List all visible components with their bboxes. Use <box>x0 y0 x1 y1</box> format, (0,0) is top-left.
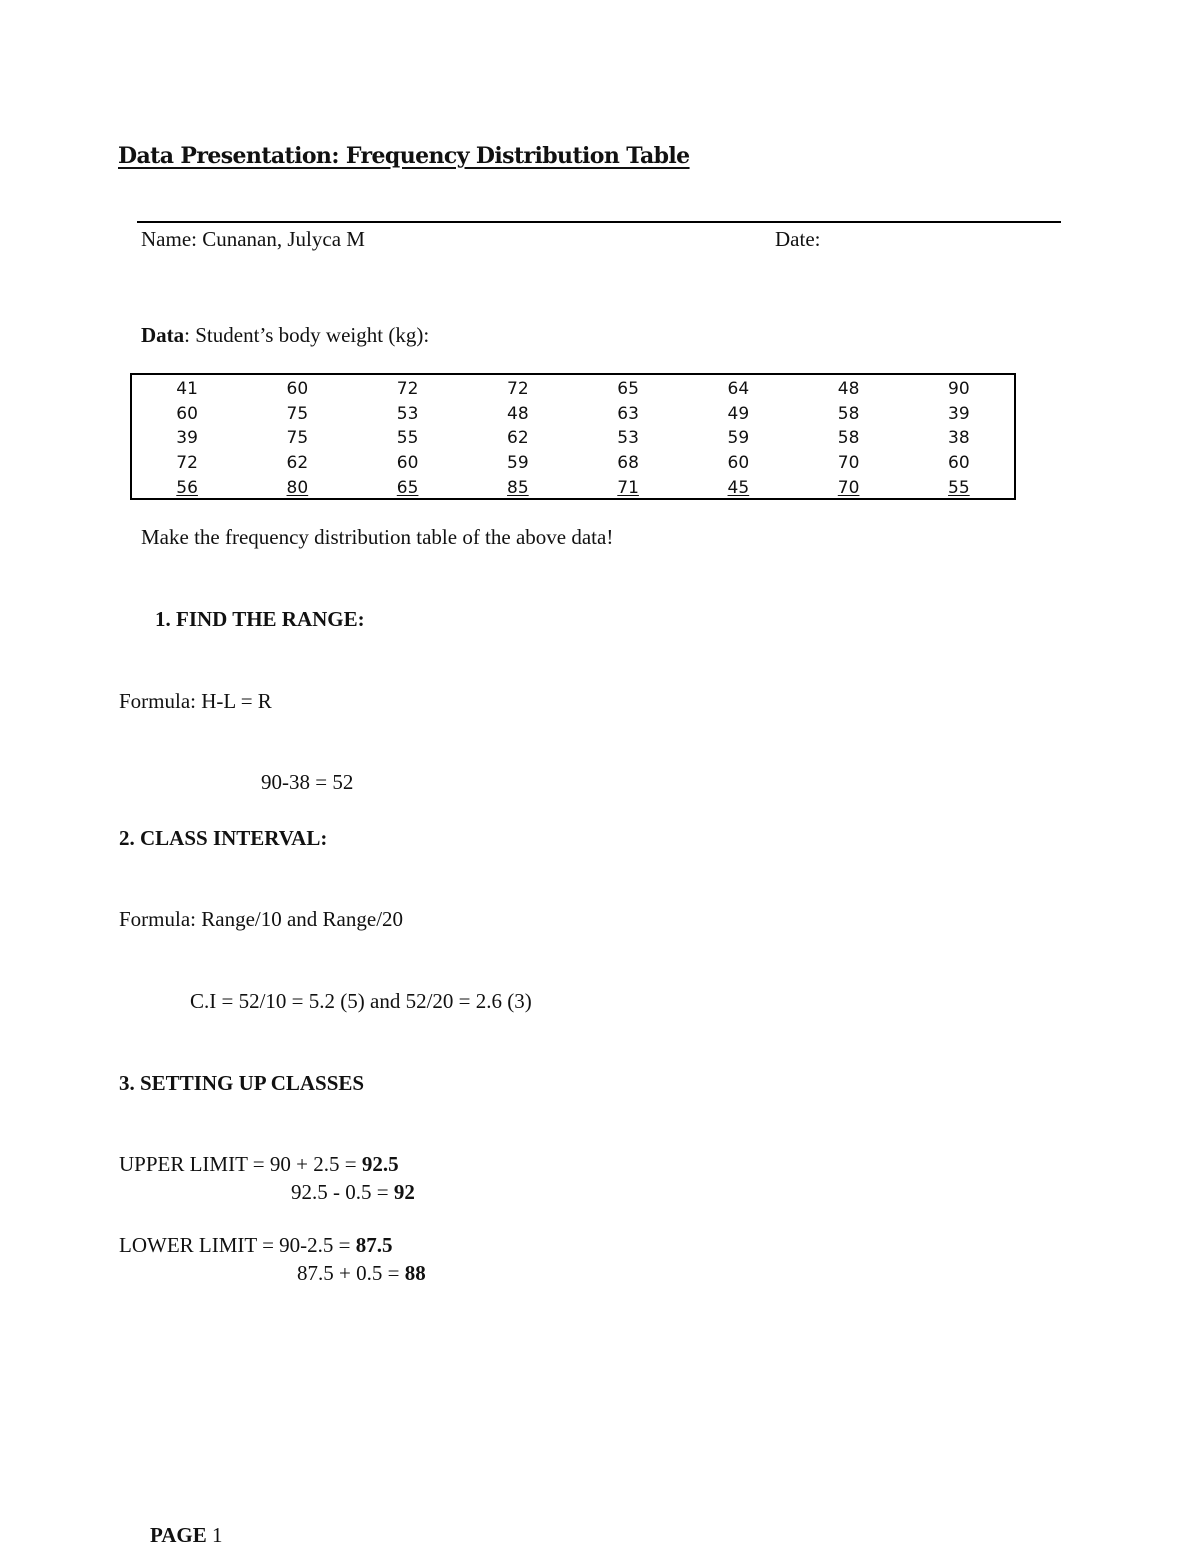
table-cell <box>794 377 904 402</box>
cell-value: 53 <box>396 403 419 424</box>
table-cell <box>683 475 793 500</box>
cell-value: 70 <box>837 477 860 498</box>
cell-value: 58 <box>837 428 860 449</box>
cell-value: 49 <box>727 403 750 424</box>
upper-limit-line <box>119 1152 399 1177</box>
table-cell <box>904 402 1014 427</box>
cell-value: 38 <box>948 428 970 449</box>
table-cell <box>242 475 352 500</box>
upper-limit-formula: UPPER LIMIT = 90 + 2.5 = <box>119 1152 362 1176</box>
cell-value: 53 <box>617 428 639 449</box>
header-divider <box>137 221 1061 223</box>
table-cell <box>904 475 1014 500</box>
table-cell <box>132 451 242 476</box>
step1-calc: 90-38 = 52 <box>261 770 354 794</box>
page-label: PAGE <box>150 1523 207 1547</box>
step1-formula: Formula: H-L = R <box>119 689 272 713</box>
cell-value: 55 <box>948 477 970 498</box>
table-cell <box>353 377 463 402</box>
lower-adjust-formula: 87.5 + 0.5 = <box>297 1261 405 1285</box>
table-cell <box>132 475 242 500</box>
step2-heading: 2. CLASS INTERVAL: <box>119 826 328 850</box>
table-cell <box>353 402 463 427</box>
cell-value: 58 <box>837 403 860 424</box>
table-row <box>132 475 1014 500</box>
cell-value: 60 <box>948 453 970 474</box>
table-cell <box>242 377 352 402</box>
table-row <box>132 426 1014 451</box>
table-cell <box>463 451 573 476</box>
table-cell <box>794 426 904 451</box>
table-cell <box>353 475 463 500</box>
data-description <box>141 323 429 348</box>
step2-calc: C.I = 52/10 = 5.2 (5) and 52/20 = 2.6 (3) <box>190 989 532 1013</box>
cell-value: 45 <box>727 477 750 498</box>
table-row <box>132 377 1014 402</box>
cell-value: 39 <box>948 403 970 424</box>
name-label: Name: Cunanan, Julyca M <box>141 227 365 251</box>
table-cell <box>904 377 1014 402</box>
cell-value: 72 <box>507 379 529 400</box>
cell-value: 75 <box>286 428 309 449</box>
cell-value: 60 <box>727 453 750 474</box>
table-cell <box>353 451 463 476</box>
cell-value: 48 <box>837 379 860 400</box>
upper-adjust-formula: 92.5 - 0.5 = <box>291 1180 394 1204</box>
table-cell <box>132 426 242 451</box>
weights-grid <box>132 377 1014 500</box>
cell-value: 65 <box>396 477 419 498</box>
weights-table <box>130 373 1016 500</box>
table-row <box>132 451 1014 476</box>
date-label: Date: <box>775 227 821 251</box>
table-cell <box>573 402 683 427</box>
cell-value: 55 <box>396 428 419 449</box>
table-row <box>132 402 1014 427</box>
table-cell <box>242 451 352 476</box>
upper-limit-adjust-line <box>291 1180 415 1205</box>
cell-value: 56 <box>176 477 198 498</box>
cell-value: 80 <box>286 477 309 498</box>
cell-value: 60 <box>396 453 419 474</box>
page-footer <box>150 1523 223 1548</box>
lower-limit-formula: LOWER LIMIT = 90-2.5 = <box>119 1233 356 1257</box>
cell-value: 72 <box>176 453 198 474</box>
instruction-text: Make the frequency distribution table of the above data! <box>141 525 614 549</box>
table-cell <box>242 426 352 451</box>
cell-value: 59 <box>727 428 750 449</box>
table-cell <box>132 402 242 427</box>
upper-adjust-result: 92 <box>393 1180 415 1204</box>
table-cell <box>573 426 683 451</box>
cell-value: 68 <box>617 453 639 474</box>
cell-value: 71 <box>617 477 639 498</box>
table-cell <box>794 402 904 427</box>
lower-limit-result: 87.5 <box>355 1233 393 1257</box>
table-cell <box>573 475 683 500</box>
cell-value: 62 <box>507 428 529 449</box>
page-number: 1 <box>206 1523 223 1547</box>
table-cell <box>794 451 904 476</box>
cell-value: 60 <box>176 403 198 424</box>
cell-value: 48 <box>507 403 529 424</box>
cell-value: 64 <box>727 379 750 400</box>
cell-value: 39 <box>176 428 198 449</box>
step3-heading: 3. SETTING UP CLASSES <box>119 1071 365 1095</box>
lower-limit-adjust-line <box>297 1261 426 1286</box>
cell-value: 59 <box>507 453 529 474</box>
table-cell <box>683 402 793 427</box>
table-cell <box>573 377 683 402</box>
table-cell <box>242 402 352 427</box>
cell-value: 60 <box>286 379 309 400</box>
step1-heading: 1. FIND THE RANGE: <box>155 607 365 631</box>
table-cell <box>463 402 573 427</box>
table-cell <box>683 451 793 476</box>
table-cell <box>353 426 463 451</box>
cell-value: 62 <box>286 453 309 474</box>
table-cell <box>573 451 683 476</box>
cell-value: 65 <box>617 379 639 400</box>
page-title: Data Presentation: Frequency Distribution Table <box>118 143 690 169</box>
cell-value: 41 <box>176 379 198 400</box>
table-cell <box>794 475 904 500</box>
data-label-bold: Data <box>141 323 185 347</box>
table-cell <box>463 377 573 402</box>
table-cell <box>463 475 573 500</box>
upper-limit-result: 92.5 <box>361 1152 399 1176</box>
cell-value: 63 <box>617 403 639 424</box>
cell-value: 85 <box>507 477 529 498</box>
table-cell <box>904 426 1014 451</box>
cell-value: 70 <box>837 453 860 474</box>
lower-limit-line <box>119 1233 393 1258</box>
table-cell <box>904 451 1014 476</box>
step2-formula: Formula: Range/10 and Range/20 <box>119 907 404 931</box>
cell-value: 75 <box>286 403 309 424</box>
cell-value: 90 <box>948 379 970 400</box>
lower-adjust-result: 88 <box>404 1261 426 1285</box>
cell-value: 72 <box>396 379 419 400</box>
table-cell <box>463 426 573 451</box>
table-cell <box>683 377 793 402</box>
table-cell <box>132 377 242 402</box>
data-label-rest: : Student’s body weight (kg): <box>184 323 430 347</box>
table-cell <box>683 426 793 451</box>
